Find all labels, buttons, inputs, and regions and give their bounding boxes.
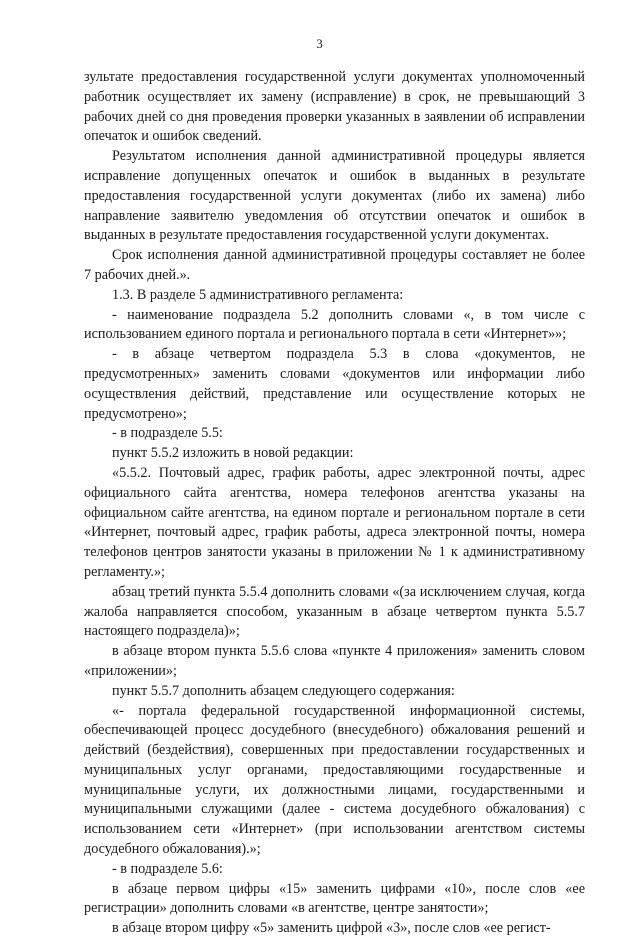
paragraph: зультате предоставления государственной услуги документах уполномоченный работник осуществляет их замену (исправление) в срок, не превышающий 3 рабочих дней со дня проведения проверки указанных в заявлении об исправлении опечаток и ошибок сведений. <box>84 69 585 145</box>
paragraph: «- портала федеральной государственной информационной системы, обеспечивающей процесс досудебного (внесудебного) обжалования решений и действий (бездействия), совершенных при предоставлении государственных и муниципальных услуг органами, предоставляющими государственные и муниципальные услуги, их должностными лицами, государственными и муниципальными служащими (далее - система досудебного обжалования) с использованием сети «Интернет» (при использовании агентством системы досудебного обжалования).»; <box>84 702 585 858</box>
paragraph: - в подразделе 5.5: <box>112 425 223 442</box>
paragraph: в абзаце первом цифры «15» заменить цифрами «10», после слов «ее регистрации» дополнить словами «в агентстве, центре занятости»; <box>84 880 585 917</box>
paragraph: - в подразделе 5.6: <box>112 860 223 877</box>
paragraph: в абзаце втором пункта 5.5.6 слова «пункте 4 приложения» заменить словом «приложении»; <box>84 643 585 679</box>
document-body <box>84 68 585 939</box>
paragraph: «5.5.2. Почтовый адрес, график работы, адрес электронной почты, адрес официального сайта агентства, номера телефонов агентства указаны на официальном сайте агентства, на едином портале и региональном портале в сети «Интернет, почтовый адрес, график работы, адреса электронной почты, номера телефонов центров занятости указаны в приложении № 1 к административному регламенту.»; <box>84 464 585 580</box>
paragraph: - в абзаце четвертом подраздела 5.3 в слова «документов, не предусмотренных» заменить словами «документов или информации либо осуществления действий, представление или осуществление которых не предусмотрено»; <box>84 346 585 422</box>
paragraph: в абзаце втором цифру «5» заменить цифрой «3», после слов «ее регист- <box>112 920 551 937</box>
paragraph: Результатом исполнения данной административной процедуры является исправление допущенных опечаток и ошибок в выданных в результате предоставления государственной услуги документах (либо их замена) либо направление заявителю уведомления об отсутствии опечаток и ошибок в выданных в результате предоставления государственной услуги документах. <box>84 148 585 244</box>
paragraph: - наименование подраздела 5.2 дополнить словами «, в том числе с использованием единого портала и регионального портала в сети «Интернет»»; <box>84 306 585 343</box>
paragraph: абзац третий пункта 5.5.4 дополнить словами «(за исключением случая, когда жалоба направляется способом, указанным в абзаце четвертом пункта 5.5.7 настоящего подраздела)»; <box>84 583 585 640</box>
paragraph: пункт 5.5.7 дополнить абзацем следующего содержания: <box>112 682 455 699</box>
paragraph: 1.3. В разделе 5 административного регламента: <box>112 286 404 303</box>
paragraph: Срок исполнения данной административной процедуры составляет не более 7 рабочих дней.». <box>84 247 585 283</box>
page-number: 3 <box>316 36 323 51</box>
paragraph: пункт 5.5.2 изложить в новой редакции: <box>112 445 354 462</box>
